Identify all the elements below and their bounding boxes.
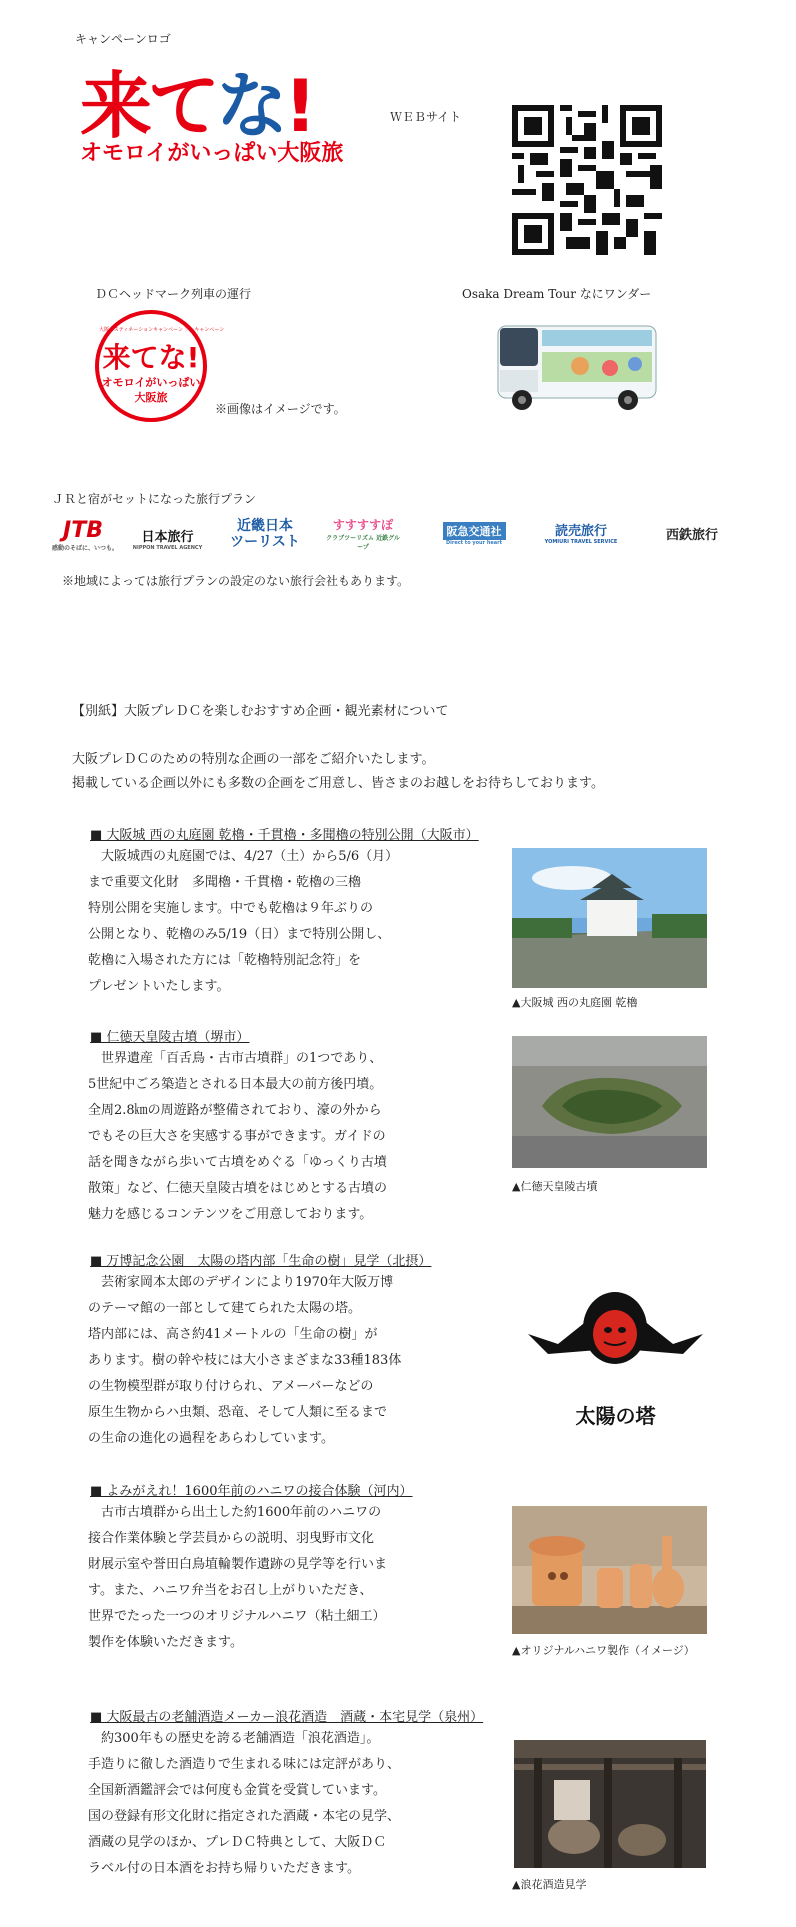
tower-of-sun-logo-text: 太陽の塔	[575, 1404, 656, 1428]
plans-label: ＪＲと宿がセットになった旅行プラン	[52, 492, 257, 506]
headmark-badge-sub1: オモロイがいっぱい	[101, 376, 201, 389]
tower-of-sun-logo	[528, 1290, 703, 1400]
appendix-intro-2: 掲載している企画以外にも多数の企画をご用意し、皆さまのお越しをお待ちしております。	[72, 776, 604, 791]
section-2-body: 世界遺産「百舌鳥・古市古墳群」の1つであり、 5世紀中ごろ築造とされる日本最大の前方後円墳。 全周2.8㎞の周遊路が整備されており、濠の外から でもその巨大さを実感する事ができます。ガイドの 話を聞きながら歩いて古墳をめぐる「ゆっくり古墳 散策」など、仁徳天皇陵古墳をはじめとする古墳の 魅力を感じるコンテンツをご用意しております。	[88, 1051, 388, 1222]
section-3-heading: ■ 万博記念公園 太陽の塔内部「生命の樹」見学（北摂）	[90, 1254, 432, 1269]
bus-image	[490, 318, 660, 418]
section-4-body: 古市古墳群から出土した約1600年前のハニワの 接合作業体験と学芸員からの説明、羽曳野市文化 財展示室や誉田白鳥埴輪製作遺跡の見学等を行いま す。また、ハニワ弁当をお召し上がりいただき、 世界でたった一つのオリジナルハニワ（粘土細工） 製作を体験いただきます。	[88, 1505, 388, 1650]
section-3-body: 芸術家岡本太郎のデザインにより1970年大阪万博 のテーマ館の一部として建てられた太陽の塔。 塔内部には、高さ約41メートルの「生命の樹」が あります。樹の幹や枝には大小さまざまな33種183体 の生物模型群が取り付けられ、アメーバーなどの 原生生物からハ虫類、恐竜、そして人類に至るまで の生命の進化の過程をあらわしています。	[88, 1275, 402, 1446]
qr-code-icon[interactable]	[512, 105, 662, 255]
plans-note: ※地域によっては旅行プランの設定のない旅行会社もあります。	[62, 574, 410, 588]
haniwa-photo	[512, 1506, 707, 1634]
section-5-heading: ■ 大阪最古の老舗酒造メーカー浪花酒造 酒蔵・本宅見学（泉州）	[90, 1710, 484, 1725]
appendix-title: 【別紙】大阪プレＤＣを楽しむおすすめ企画・観光素材について	[72, 704, 449, 719]
section-1-caption: ▲大阪城 西の丸庭園 乾櫓	[512, 996, 638, 1009]
web-label: ＷＥＢサイト	[390, 110, 462, 124]
headmark-note: ※画像はイメージです。	[215, 402, 346, 416]
section-2-caption: ▲仁徳天皇陵古墳	[512, 1180, 598, 1193]
campaign-logo	[80, 58, 344, 168]
agency-kinki-nippon[interactable]: 近畿日本 ツーリスト	[230, 518, 300, 550]
logo-main-blue: な	[216, 64, 285, 148]
section-4-caption: ▲オリジナルハニワ製作（イメージ）	[512, 1644, 695, 1657]
headmark-badge-main: 来てな!	[102, 341, 200, 374]
agency-nishitetsu[interactable]: 西鉄旅行	[665, 528, 718, 543]
agency-club-tourism[interactable]: すすすすぽ クラブツーリズム 近鉄グループ	[326, 518, 400, 551]
agency-nippon-travel[interactable]: 日本旅行 NIPPON TRAVEL AGENCY	[132, 530, 203, 551]
headmark-badge-top: 大阪デスティネーションキャンペーン プレキャンペーン	[99, 327, 225, 333]
naniwa-brewery-photo	[514, 1740, 706, 1868]
section-5-body: 約300年もの歴史を誇る老舗酒造「浪花酒造」。 手造りに徹した酒造りで生まれる味には定評があり、 全国新酒鑑評会では何度も金賞を受賞しています。 国の登録有形文化財に指定された酒蔵・本宅の見学、 酒蔵の見学のほか、プレＤＣ特典として、大阪ＤＣ ラベル付の日本酒をお持ち帰りいただきます。	[88, 1731, 401, 1876]
appendix-intro-1: 大阪プレＤＣのための特別な企画の一部をご紹介いたします。	[72, 752, 435, 767]
headmark-label: ＤＣヘッドマーク列車の運行	[95, 287, 252, 301]
headmark-badge-sub2: 大阪旅	[134, 391, 168, 404]
section-5-caption: ▲浪花酒造見学	[512, 1878, 587, 1891]
agency-hankyu[interactable]: 阪急交通社 Direct to your heart	[434, 520, 514, 546]
campaign-logo-label: キャンペーンロゴ	[75, 32, 171, 46]
section-1-heading: ■ 大阪城 西の丸庭園 乾櫓・千貫櫓・多聞櫓の特別公開（大阪市）	[90, 828, 479, 843]
osaka-castle-photo	[512, 848, 707, 988]
section-1-body: 大阪城西の丸庭園では、4/27（土）から5/6（月） まで重要文化財 多聞櫓・千貫櫓・乾櫓の三櫓 特別公開を実施します。中でも乾櫓は９年ぶりの 公開となり、乾櫓のみ5/19（日）まで特別公開し、 乾櫓に入場された方には「乾櫓特別記念符」を プレゼントいたします。	[88, 849, 399, 994]
logo-main-red: 来て	[80, 64, 217, 148]
nintoku-kofun-photo	[512, 1036, 707, 1168]
logo-main-mark: !	[284, 64, 313, 148]
bus-label: Osaka Dream Tour なにワンダー	[462, 287, 652, 301]
logo-subtitle: オモロイがいっぱい大阪旅	[80, 141, 344, 166]
agency-logos	[52, 512, 752, 560]
section-4-heading: ■ よみがえれ！1600年前のハニワの接合体験（河内）	[90, 1484, 413, 1499]
agency-yomiuri[interactable]: 読売旅行 YOMIURI TRAVEL SERVICE	[544, 524, 618, 545]
agency-jtb[interactable]: JTB 感動のそばに、いつも。	[52, 518, 119, 552]
headmark-badge	[95, 310, 225, 422]
section-2-heading: ■ 仁徳天皇陵古墳（堺市）	[90, 1030, 250, 1045]
